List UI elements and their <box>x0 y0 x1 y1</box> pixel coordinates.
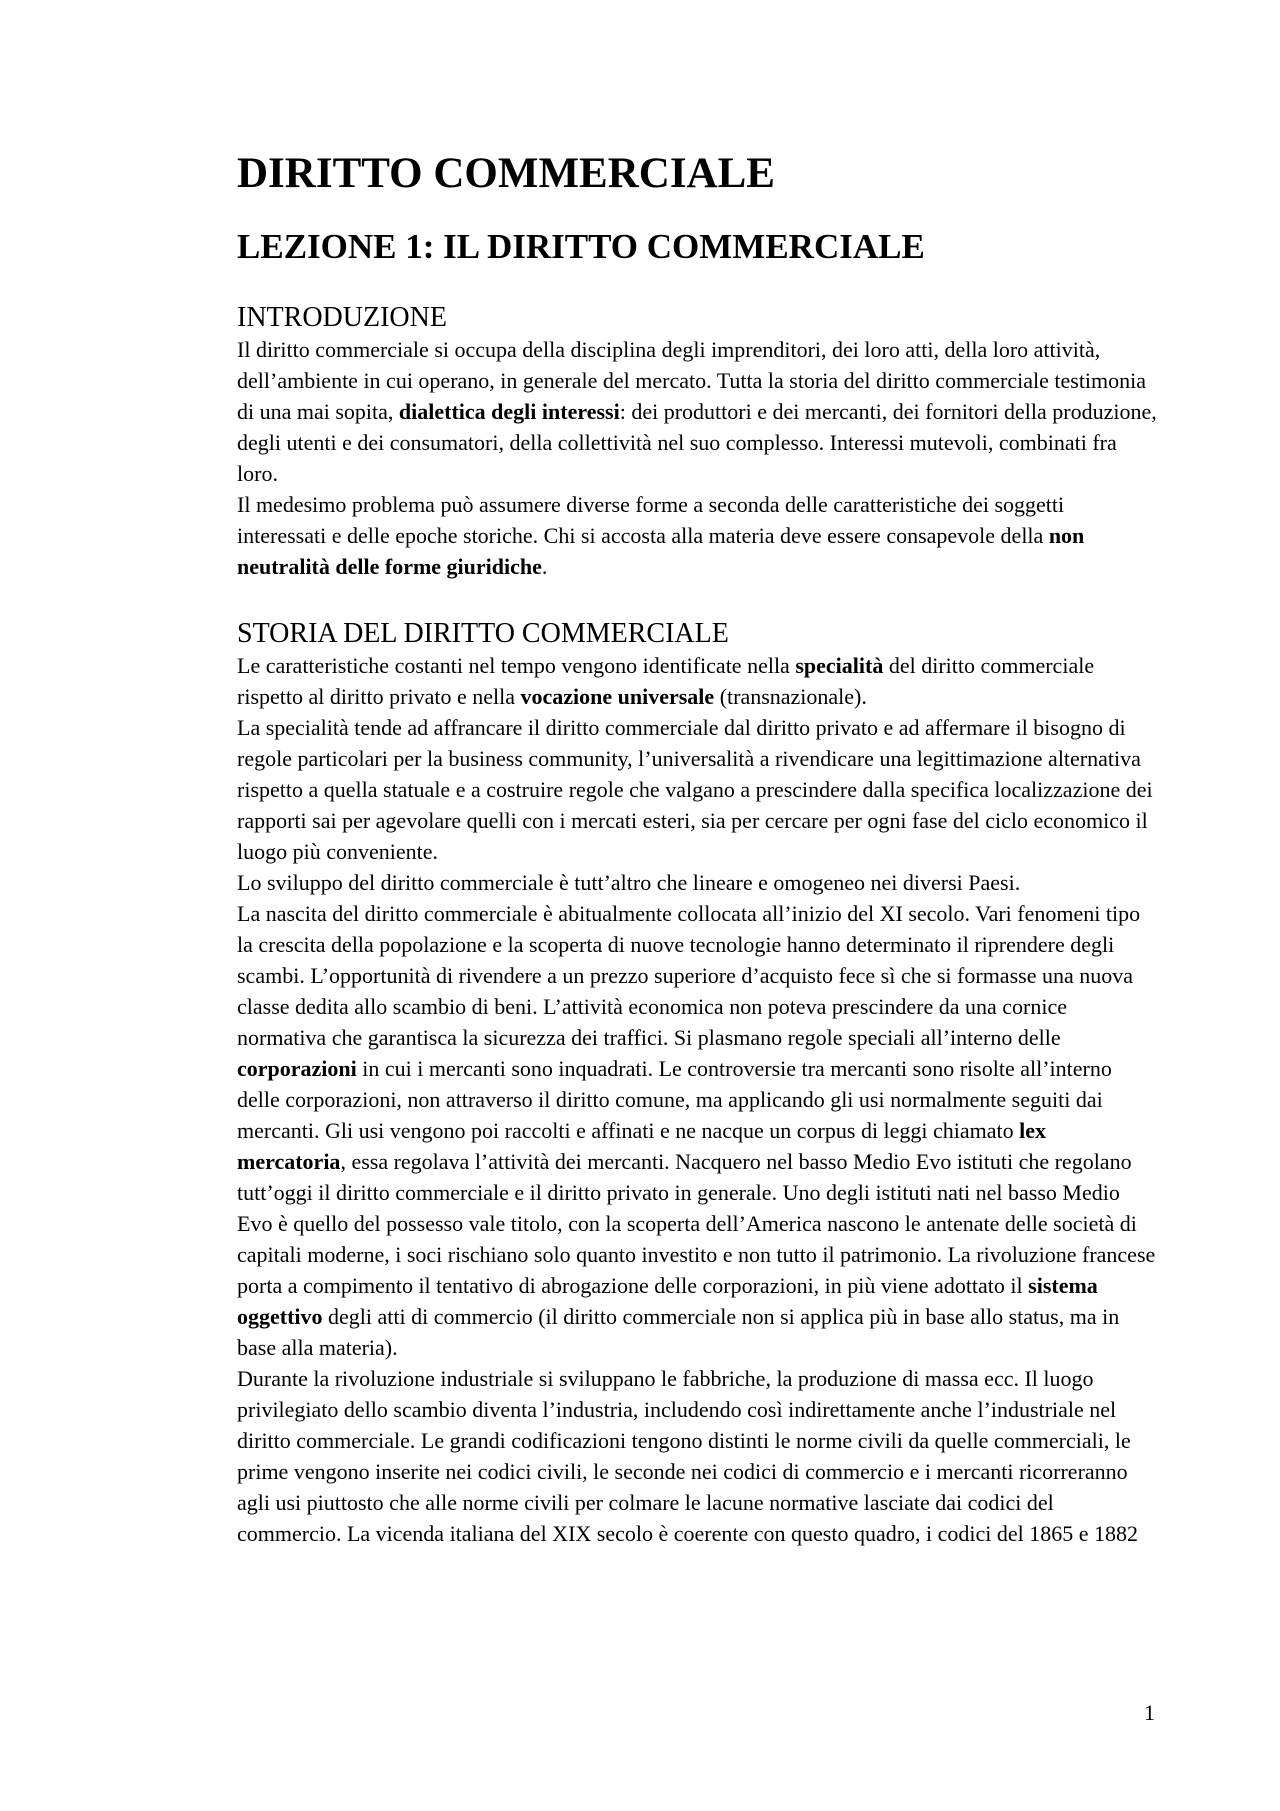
section-heading: INTRODUZIONE <box>237 301 447 333</box>
text-run: La specialità tende ad affrancare il diritto commerciale dal diritto privato e ad affermare il bisogno di regole particolari per la business community, l’universalità a rivendicare una legittimazione alternativa rispetto a quella statuale e a costruire regole che valgano a prescindere dalla specifica localizzazione dei rapporti sai per agevolare quelli con i mercati esteri, sia per cercare per ogni fase del ciclo economico il luogo più conveniente. <box>237 714 1153 864</box>
text-run: del diritto commerciale rispetto al diritto privato e nella <box>237 652 1095 709</box>
text-run: Lo sviluppo del diritto commerciale è tutt’altro che lineare e omogeneo nei diversi Paesi. <box>237 869 1021 895</box>
paragraph <box>237 334 1157 489</box>
text-run: in cui i mercanti sono inquadrati. Le controversie tra mercanti sono risolte all’interno delle corporazioni, non attraverso il diritto comune, ma applicando gli usi normalmente seguiti dai mercanti. Gli usi vengono poi raccolti e affinati e ne nacque un corpus di leggi chiamato <box>237 1055 1112 1143</box>
bold-run: lex mercatoria <box>237 1117 1047 1174</box>
paragraph <box>237 867 1157 898</box>
section-introduzione <box>237 302 1157 582</box>
section-heading: STORIA DEL DIRITTO COMMERCIALE <box>237 617 729 649</box>
text-run: La nascita del diritto commerciale è abitualmente collocata all’inizio del XI secolo. Vari fenomeni tipo la crescita della popolazione e la scoperta di nuove tecnologie hanno determinato il riprendere degli scambi. L’opportunità di rivendere a un prezzo superiore d’acquisto fece sì che si formasse una nuova classe dedita allo scambio di beni. L’attività economica non poteva prescindere da una cornice normativa che garantisca la sicurezza dei traffici. Si plasmano regole speciali all’interno delle <box>237 900 1141 1050</box>
bold-run: specialità <box>795 652 884 678</box>
bold-run: corporazioni <box>237 1055 357 1081</box>
lesson-title: LEZIONE 1: IL DIRITTO COMMERCIALE <box>237 226 925 266</box>
text-run: Durante la rivoluzione industriale si sviluppano le fabbriche, la produzione di massa ecc. Il luogo privilegiato dello scambio diventa l’industria, includendo così indirettamente anche l’industriale nel diritto commerciale. Le grandi codificazioni tengono distinti le norme civili da quelle commerciali, le prime vengono inserite nei codici civili, le seconde nei codici di commercio e i mercanti ricorreranno agli usi piuttosto che alle norme civili per colmare le lacune normative lasciate dai codici del commercio. La vicenda italiana del XIX secolo è coerente con questo quadro, i codici del 1865 e 1882 <box>237 1365 1139 1546</box>
page-content <box>237 148 1157 1549</box>
text-run: . <box>541 553 548 579</box>
bold-run: non neutralità delle forme giuridiche <box>237 522 1085 579</box>
text-run: Il medesimo problema può assumere diverse forme a seconda delle caratteristiche dei soggetti interessati e delle epoche storiche. Chi si accosta alla materia deve essere consapevole della <box>237 491 1065 548</box>
paragraph <box>237 1363 1157 1549</box>
text-run: Il diritto commerciale si occupa della disciplina degli imprenditori, dei loro atti, della loro attività, dell’ambiente in cui operano, in generale del mercato. Tutta la storia del diritto commerciale testimonia di una mai sopita, <box>237 336 1147 424</box>
text-run: (transnazionale). <box>714 683 867 709</box>
text-run: : dei produttori e dei mercanti, dei fornitori della produzione, degli utenti e dei consumatori, della collettività nel suo complesso. Interessi mutevoli, combinati fra loro. <box>237 398 1157 486</box>
text-run: , essa regolava l’attività dei mercanti. Nacquero nel basso Medio Evo istituti che regolano tutt’oggi il diritto commerciale e il diritto privato in generale. Uno degli istituti nati nel basso Medio Evo è quello del possesso vale titolo, con la scoperta dell’America nascono le antenate delle società di capitali moderne, i soci rischiano solo quanto investito e non tutto il patrimonio. La rivoluzione francese porta a compimento il tentativo di abrogazione delle corporazioni, in più viene adottato il <box>237 1148 1156 1298</box>
bold-run: sistema oggettivo <box>237 1272 1098 1329</box>
paragraph <box>237 712 1157 867</box>
paragraph <box>237 650 1157 712</box>
section-storia <box>237 618 1157 1549</box>
bold-run: dialettica degli interessi <box>398 398 620 424</box>
bold-run: vocazione universale <box>520 683 715 709</box>
document-title: DIRITTO COMMERCIALE <box>237 150 775 197</box>
paragraph <box>237 898 1157 1363</box>
paragraph <box>237 489 1157 582</box>
text-run: Le caratteristiche costanti nel tempo vengono identificate nella <box>237 652 796 678</box>
text-run: degli atti di commercio (il diritto commerciale non si applica più in base allo status, ma in base alla materia). <box>237 1303 1120 1360</box>
page-number: 1 <box>1144 1700 1155 1725</box>
